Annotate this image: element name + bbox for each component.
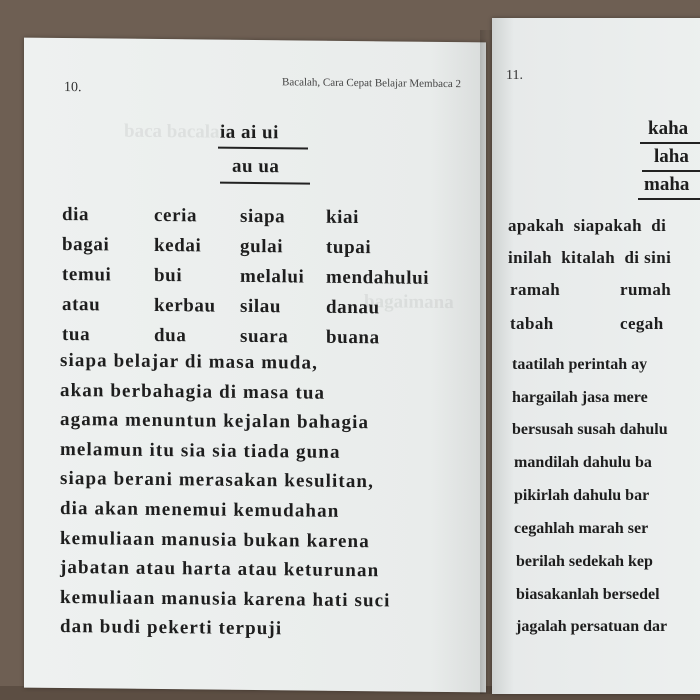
word-row bbox=[508, 216, 666, 236]
bleed-through-text: baca bacalah bbox=[124, 120, 231, 143]
sentence-line: biasakanlah bersedel bbox=[516, 586, 660, 603]
sentence-line: hargailah jasa mere bbox=[512, 389, 648, 406]
word: apakah bbox=[508, 216, 565, 235]
heading-word: maha bbox=[644, 174, 690, 195]
word-cell: suara bbox=[240, 325, 289, 348]
verse-line: kemuliaan manusia bukan karena bbox=[60, 527, 370, 552]
verse-line: jabatan atau harta atau keturunan bbox=[60, 557, 380, 582]
word-cell: siapa bbox=[240, 205, 286, 228]
verse-line: siapa belajar di masa muda, bbox=[60, 349, 318, 374]
sentence-line: berilah sedekah kep bbox=[516, 553, 653, 570]
word-cell: dua bbox=[154, 324, 187, 347]
word-cell: tua bbox=[62, 323, 91, 346]
word-cell: kerbau bbox=[154, 294, 216, 317]
word-grid-row bbox=[62, 230, 456, 264]
running-header: Bacalah, Cara Cepat Belajar Membaca 2 bbox=[282, 76, 461, 91]
heading-rule bbox=[638, 198, 700, 200]
word: di bbox=[624, 248, 640, 267]
word: kitalah bbox=[561, 248, 616, 267]
heading-line-2: au ua bbox=[232, 155, 280, 178]
word-cell: atau bbox=[62, 293, 101, 316]
word: inilah bbox=[508, 248, 552, 267]
word-cell: ceria bbox=[154, 204, 198, 227]
page-number: 11. bbox=[506, 68, 523, 83]
verse-line: siapa berani merasakan kesulitan, bbox=[60, 468, 374, 493]
word: siapakah bbox=[573, 216, 642, 235]
sentence-line: cegahlah marah ser bbox=[514, 520, 649, 537]
right-page bbox=[492, 18, 700, 694]
verse-line: dan budi pekerti terpuji bbox=[60, 616, 283, 640]
left-page bbox=[24, 38, 486, 693]
page-number: 10. bbox=[64, 79, 82, 96]
heading-line-1: ia ai ui bbox=[220, 121, 279, 144]
word-cell: kedai bbox=[154, 234, 202, 257]
word-row bbox=[508, 248, 671, 268]
word: tabah bbox=[510, 314, 554, 333]
word-grid bbox=[62, 200, 456, 354]
word-cell: tupai bbox=[326, 236, 372, 259]
word-cell: buana bbox=[326, 326, 380, 349]
word-cell: kiai bbox=[326, 206, 360, 229]
word-grid-row bbox=[62, 200, 456, 234]
word-cell: danau bbox=[326, 296, 380, 319]
heading-rule bbox=[220, 182, 310, 185]
verse-block bbox=[60, 346, 391, 645]
word: cegah bbox=[620, 314, 664, 333]
word-cell: gulai bbox=[240, 235, 284, 258]
word-grid-row bbox=[62, 290, 456, 324]
word: di bbox=[651, 216, 667, 235]
word-cell: silau bbox=[240, 295, 282, 318]
heading-word: kaha bbox=[648, 118, 689, 139]
heading-rule bbox=[218, 147, 308, 150]
bleed-through-text: bagaimana bbox=[364, 291, 454, 314]
heading-rule bbox=[640, 142, 700, 144]
word: sini bbox=[644, 248, 672, 267]
sentence-line: mandilah dahulu ba bbox=[514, 454, 652, 471]
word-cell: bagai bbox=[62, 233, 110, 256]
sentence-line: pikirlah dahulu bar bbox=[514, 487, 650, 504]
word-cell: dia bbox=[62, 203, 90, 226]
word-row bbox=[510, 280, 671, 300]
verse-line: melamun itu sia sia tiada guna bbox=[60, 438, 341, 463]
verse-line: kemuliaan manusia karena hati suci bbox=[60, 586, 391, 612]
heading-rule bbox=[642, 170, 700, 172]
word-cell: melalui bbox=[240, 265, 305, 288]
sentence-line: jagalah persatuan dar bbox=[516, 618, 668, 635]
verse-line: agama menuntun kejalan bahagia bbox=[60, 409, 370, 434]
word: rumah bbox=[620, 280, 672, 299]
word-grid-row bbox=[62, 260, 456, 294]
sentence-line: bersusah susah dahulu bbox=[512, 421, 668, 438]
word-cell: bui bbox=[154, 264, 183, 287]
word: ramah bbox=[510, 280, 561, 299]
sentence-line: taatilah perintah ay bbox=[512, 356, 648, 373]
word-cell: mendahului bbox=[326, 266, 430, 289]
word-row bbox=[510, 314, 664, 334]
verse-line: dia akan menemui kemudahan bbox=[60, 497, 340, 522]
verse-line: akan berbahagia di masa tua bbox=[60, 379, 326, 404]
word-cell: temui bbox=[62, 263, 112, 286]
heading-word: laha bbox=[654, 146, 689, 167]
